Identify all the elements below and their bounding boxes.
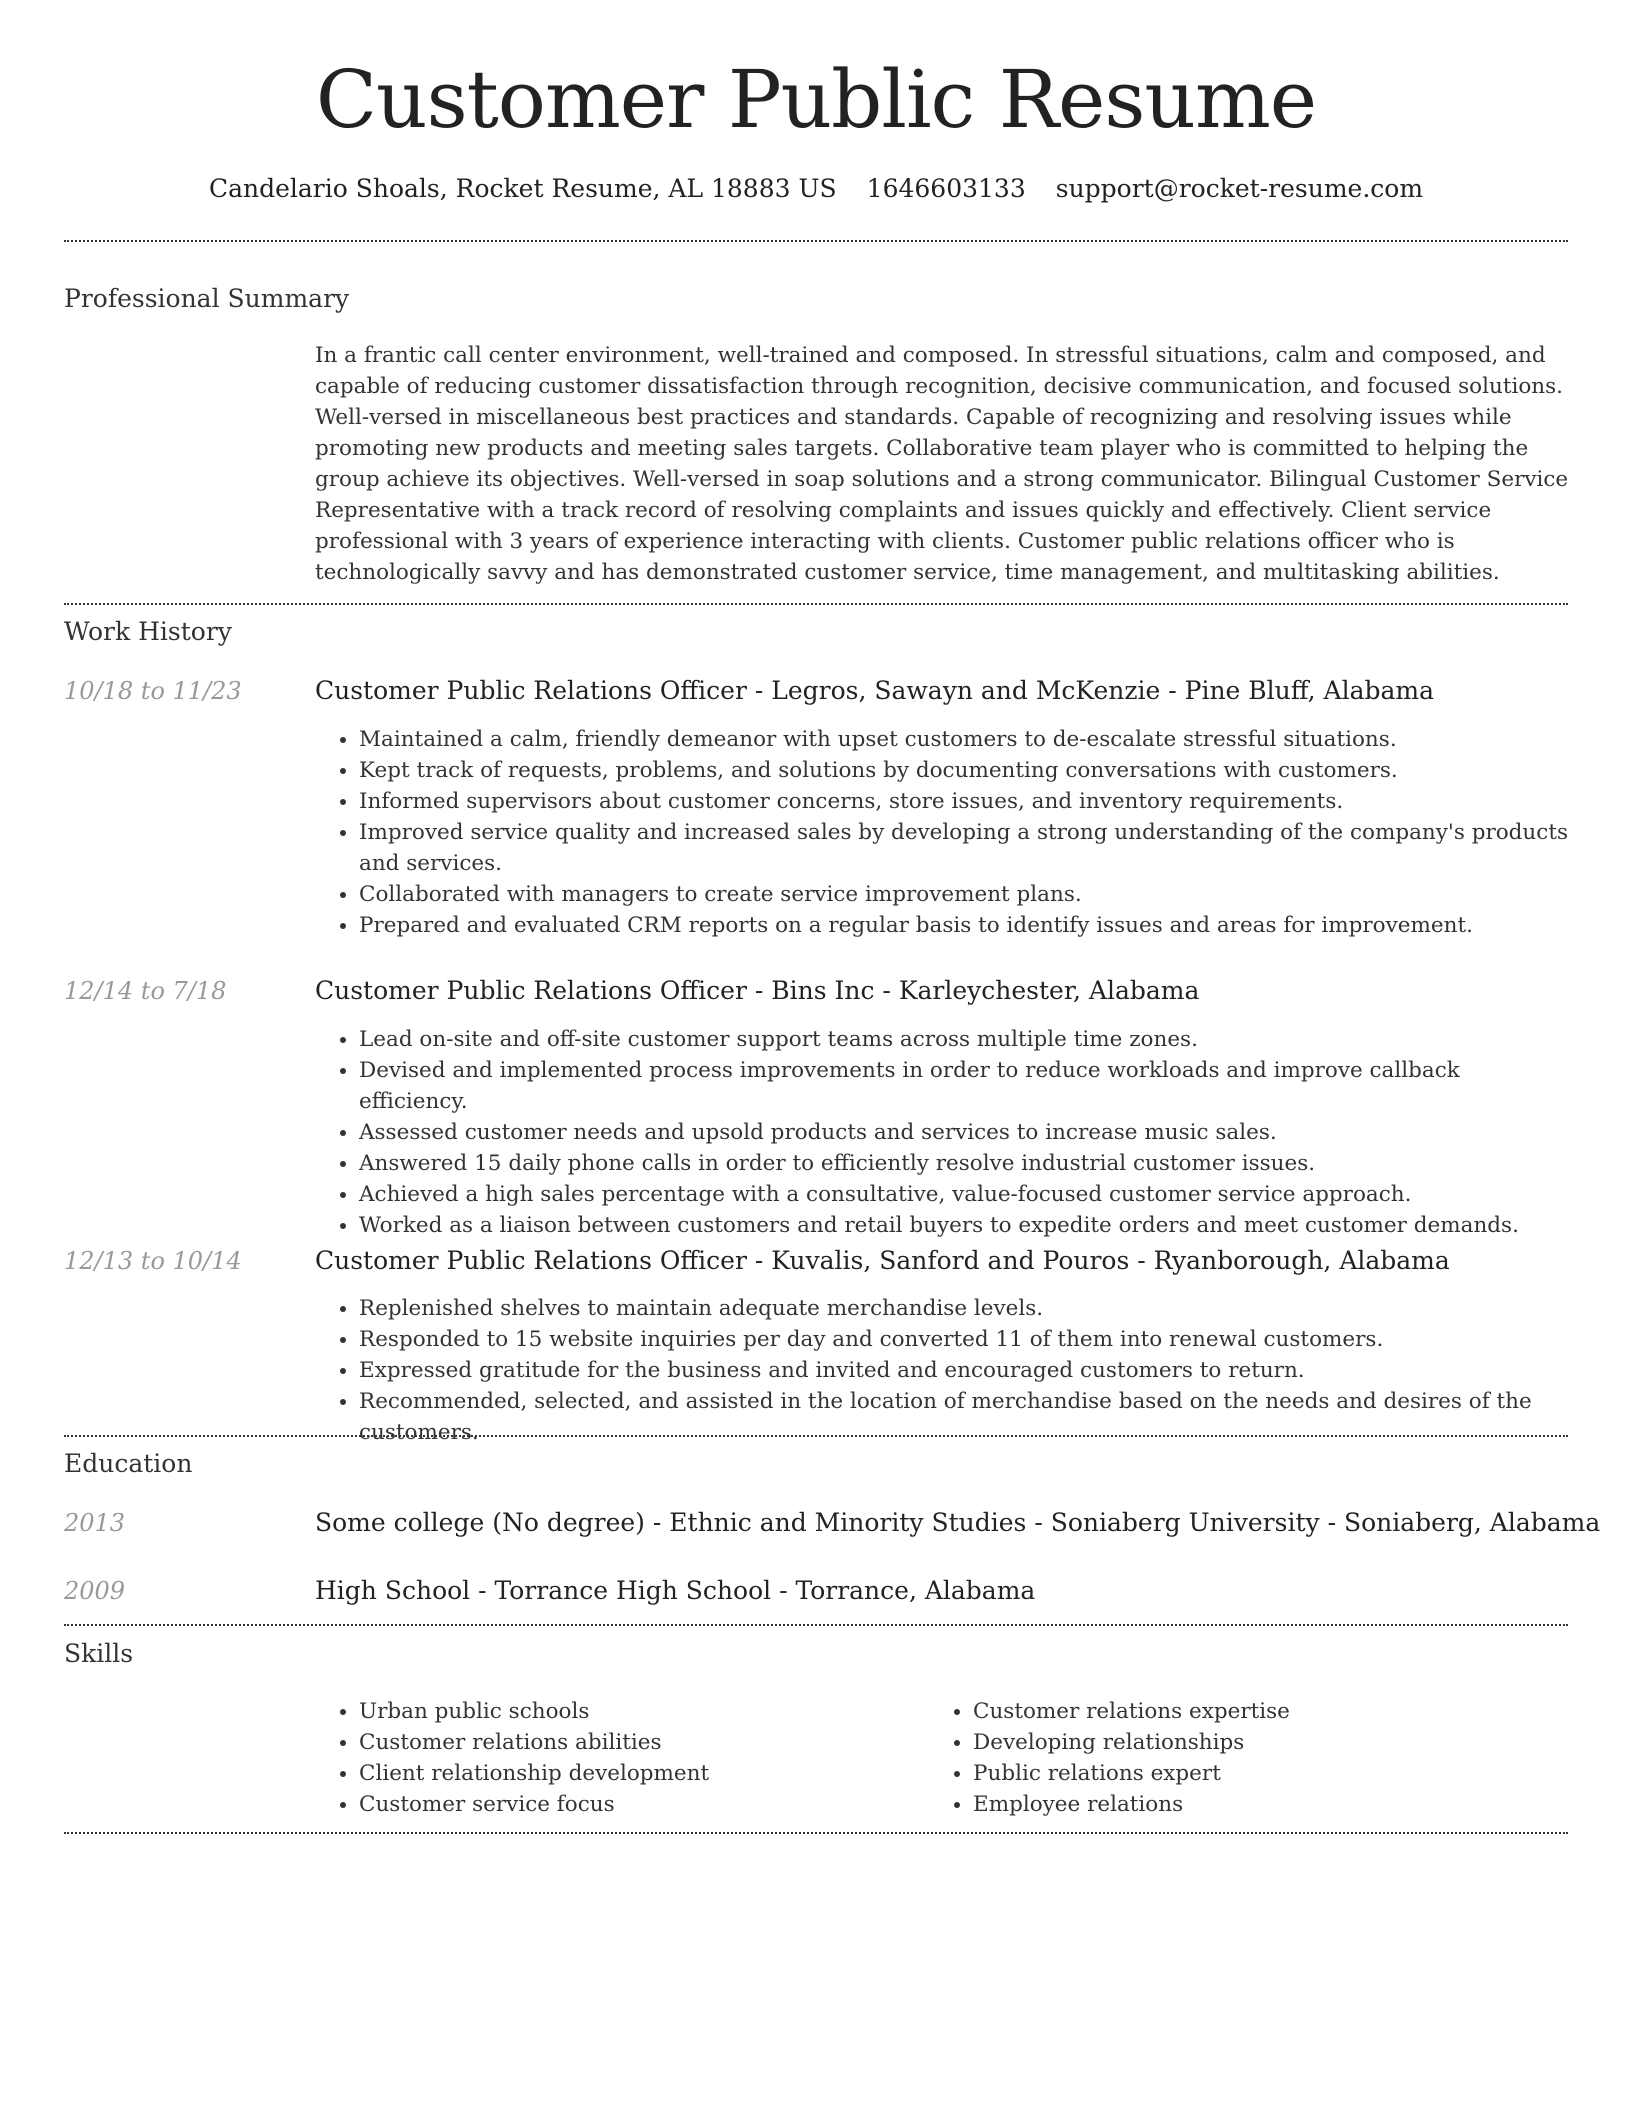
skill-item: • Customer relations expertise (973, 1696, 1529, 1727)
divider (64, 1624, 1568, 1626)
divider (64, 240, 1568, 242)
skill-item: • Developing relationships (973, 1727, 1529, 1758)
contact-phone: 1646603133 (866, 174, 1026, 203)
list-item: • Recommended, selected, and assisted in the location of merchandise based on the needs and desires of the customers. (359, 1386, 1575, 1448)
job-title: Customer Public Relations Officer - Kuvalis, Sanford and Pouros - Ryanborough, Alabama (315, 1246, 1450, 1275)
list-item: • Responded to 15 website inquiries per day and converted 11 of them into renewal customers. (359, 1324, 1575, 1355)
contact-email: support@rocket-resume.com (1055, 174, 1424, 203)
skill-item: • Public relations expert (973, 1758, 1529, 1789)
divider (64, 603, 1568, 605)
education-year: 2009 (64, 1577, 126, 1605)
section-title-skills: Skills (64, 1639, 134, 1668)
skill-item: • Customer service focus (359, 1789, 915, 1820)
summary-text: In a frantic call center environment, well-trained and composed. In stressful situations, calm and composed, and capable of reducing customer dissatisfaction through recognition, decisive communication, and focused solutions. Well-versed in miscellaneous best practices and standards. Capable of recognizing and resolving issues while promoting new products and meeting sales targets. Collaborative team player who is committed to helping the group achieve its objectives. Well-versed in soap solutions and a strong communicator. Bilingual Customer Service Representative with a track record of resolving complaints and issues quickly and effectively. Client service professional with 3 years of experience interacting with clients. Customer public relations officer who is technologically savvy and has demonstrated customer service, time management, and multitasking abilities. (315, 343, 1569, 585)
skills-list-right (929, 1696, 1529, 1820)
education-entry: Some college (No degree) - Ethnic and Minority Studies - Soniaberg University - Soniaberg, Alabama (315, 1508, 1601, 1537)
job-dates: 12/14 to 7/18 (64, 977, 227, 1005)
divider (64, 1435, 1568, 1437)
skill-item: • Client relationship development (359, 1758, 915, 1789)
skills-list-left (315, 1696, 915, 1820)
divider (64, 1832, 1568, 1834)
list-item: • Expressed gratitude for the business and invited and encouraged customers to return. (359, 1355, 1575, 1386)
skill-item: • Customer relations abilities (359, 1727, 915, 1758)
list-item: • Answered 15 daily phone calls in order to efficiently resolve industrial customer issues. (359, 1148, 1575, 1179)
job-bullets (315, 1024, 1575, 1241)
list-item: • Devised and implemented process improvements in order to reduce workloads and improve callback efficiency. (359, 1055, 1575, 1117)
section-title-summary: Professional Summary (64, 284, 350, 313)
list-item: • Maintained a calm, friendly demeanor with upset customers to de-escalate stressful situations. (359, 724, 1575, 755)
list-item: • Improved service quality and increased sales by developing a strong understanding of the company's products and services. (359, 817, 1575, 879)
contact-address: Candelario Shoals, Rocket Resume, AL 18883 US (208, 174, 837, 203)
resume-title: Customer Public Resume (315, 53, 1317, 146)
job-title: Customer Public Relations Officer - Bins Inc - Karleychester, Alabama (315, 976, 1200, 1005)
skill-item: • Employee relations (973, 1789, 1529, 1820)
section-title-work-history: Work History (64, 617, 232, 646)
job-bullets (315, 1293, 1575, 1448)
job-title: Customer Public Relations Officer - Legros, Sawayn and McKenzie - Pine Bluff, Alabama (315, 676, 1435, 705)
education-entry: High School - Torrance High School - Torrance, Alabama (315, 1576, 1036, 1605)
list-item: • Prepared and evaluated CRM reports on a regular basis to identify issues and areas for improvement. (359, 910, 1575, 941)
list-item: • Collaborated with managers to create service improvement plans. (359, 879, 1575, 910)
contact-line (0, 172, 1632, 206)
skill-item: • Urban public schools (359, 1696, 915, 1727)
list-item: • Replenished shelves to maintain adequate merchandise levels. (359, 1293, 1575, 1324)
list-item: • Assessed customer needs and upsold products and services to increase music sales. (359, 1117, 1575, 1148)
list-item: • Lead on-site and off-site customer support teams across multiple time zones. (359, 1024, 1575, 1055)
job-dates: 10/18 to 11/23 (64, 677, 242, 705)
job-dates: 12/13 to 10/14 (64, 1247, 242, 1275)
job-bullets (315, 724, 1575, 941)
section-title-education: Education (64, 1449, 193, 1478)
education-year: 2013 (64, 1509, 126, 1537)
list-item: • Kept track of requests, problems, and solutions by documenting conversations with customers. (359, 755, 1575, 786)
list-item: • Informed supervisors about customer concerns, store issues, and inventory requirements. (359, 786, 1575, 817)
list-item: • Achieved a high sales percentage with a consultative, value-focused customer service approach. (359, 1179, 1575, 1210)
list-item: • Worked as a liaison between customers and retail buyers to expedite orders and meet customer demands. (359, 1210, 1575, 1241)
